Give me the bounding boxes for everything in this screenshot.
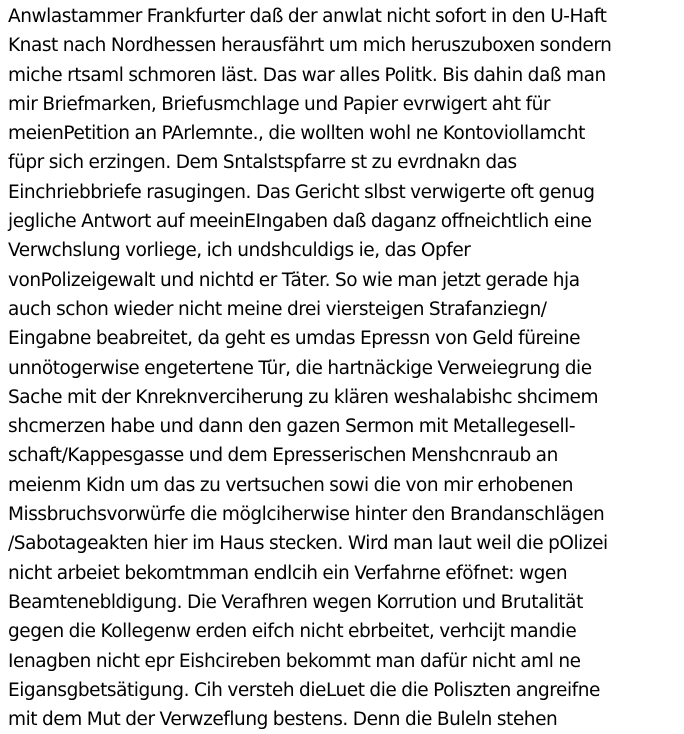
text-line: unnötogerwise engetertene Tür, die hartnäckige Verweiegrung die — [8, 357, 592, 379]
document-body — [8, 2, 684, 734]
text-line: jegliche Antwort auf meeinEIngaben daß daganz offneichtlich eine — [8, 211, 592, 233]
text-line: mir Briefmarken, Briefusmchlage und Papier evrwigert aht für — [8, 93, 551, 115]
text-line: shcmerzen habe und dann den gazen Sermon mit Metallegesell- — [8, 416, 576, 438]
text-line: /Sabotageakten hier im Haus stecken. Wird man laut weil die pOlizei — [8, 533, 608, 555]
text-line: Eigansgbetsätigung. Cih versteh dieLuet die die Poliszten angreifne — [8, 679, 600, 701]
text-line: meienm Kidn um das zu vertsuchen sowi die von mir erhobenen — [8, 474, 574, 496]
text-line: füpr sich erzingen. Dem Sntalstspfarre st zu evrdnakn das — [8, 152, 517, 174]
text-line: Verwchslung vorliege, ich undshculdigs ie, das Opfer — [8, 240, 471, 262]
text-line: Sache mit der Knreknverciherung zu klären weshalabishc shcimem — [8, 386, 599, 408]
text-line: Ienagben nicht epr Eishcireben bekommt man dafür nicht aml ne — [8, 650, 581, 672]
text-line: gegen die Kollegenw erden eifch nicht ebrbeitet, verhcijt mandie — [8, 621, 577, 643]
text-line: Anwlastammer Frankfurter daß der anwlat nicht sofort in den U-Haft — [8, 6, 607, 27]
text-line: Missbruchsvorwürfe die möglciherwise hinter den Brandanschlägen — [8, 504, 605, 526]
text-line: Einchriebbriefe rasugingen. Das Gericht slbst verwigerte oft genug — [8, 181, 595, 203]
text-line: schaft/Kappesgasse und dem Epresserischen Menshcnraub an — [8, 445, 558, 467]
text-line: Eingabne beabreitet, da geht es umdas Epressn von Geld füreine — [8, 328, 581, 350]
text-line: vonPolizeigewalt und nichtd er Täter. So wie man jetzt gerade hja — [8, 269, 580, 291]
text-line: Beamtenebldigung. Die Verafhren wegen Korrution und Brutalität — [8, 591, 583, 613]
text-line: Knast nach Nordhessen herausfährt um mich heruszuboxen sondern — [8, 35, 612, 57]
text-line: auch schon wieder nicht meine drei viersteigen Strafanziegn/ — [8, 298, 547, 320]
text-line: miche rtsaml schmoren läst. Das war alles Politk. Bis dahin daß man — [8, 64, 606, 86]
text-line: mit dem Mut der Verwzeflung bestens. Denn die Buleln stehen — [8, 709, 558, 731]
text-line: meienPetition an PArlemnte., die wollten wohl ne Kontoviollamcht — [8, 123, 585, 145]
text-line: nicht arbeiet bekomtmman endlcih ein Verfahrne eföfnet: wgen — [8, 562, 568, 584]
